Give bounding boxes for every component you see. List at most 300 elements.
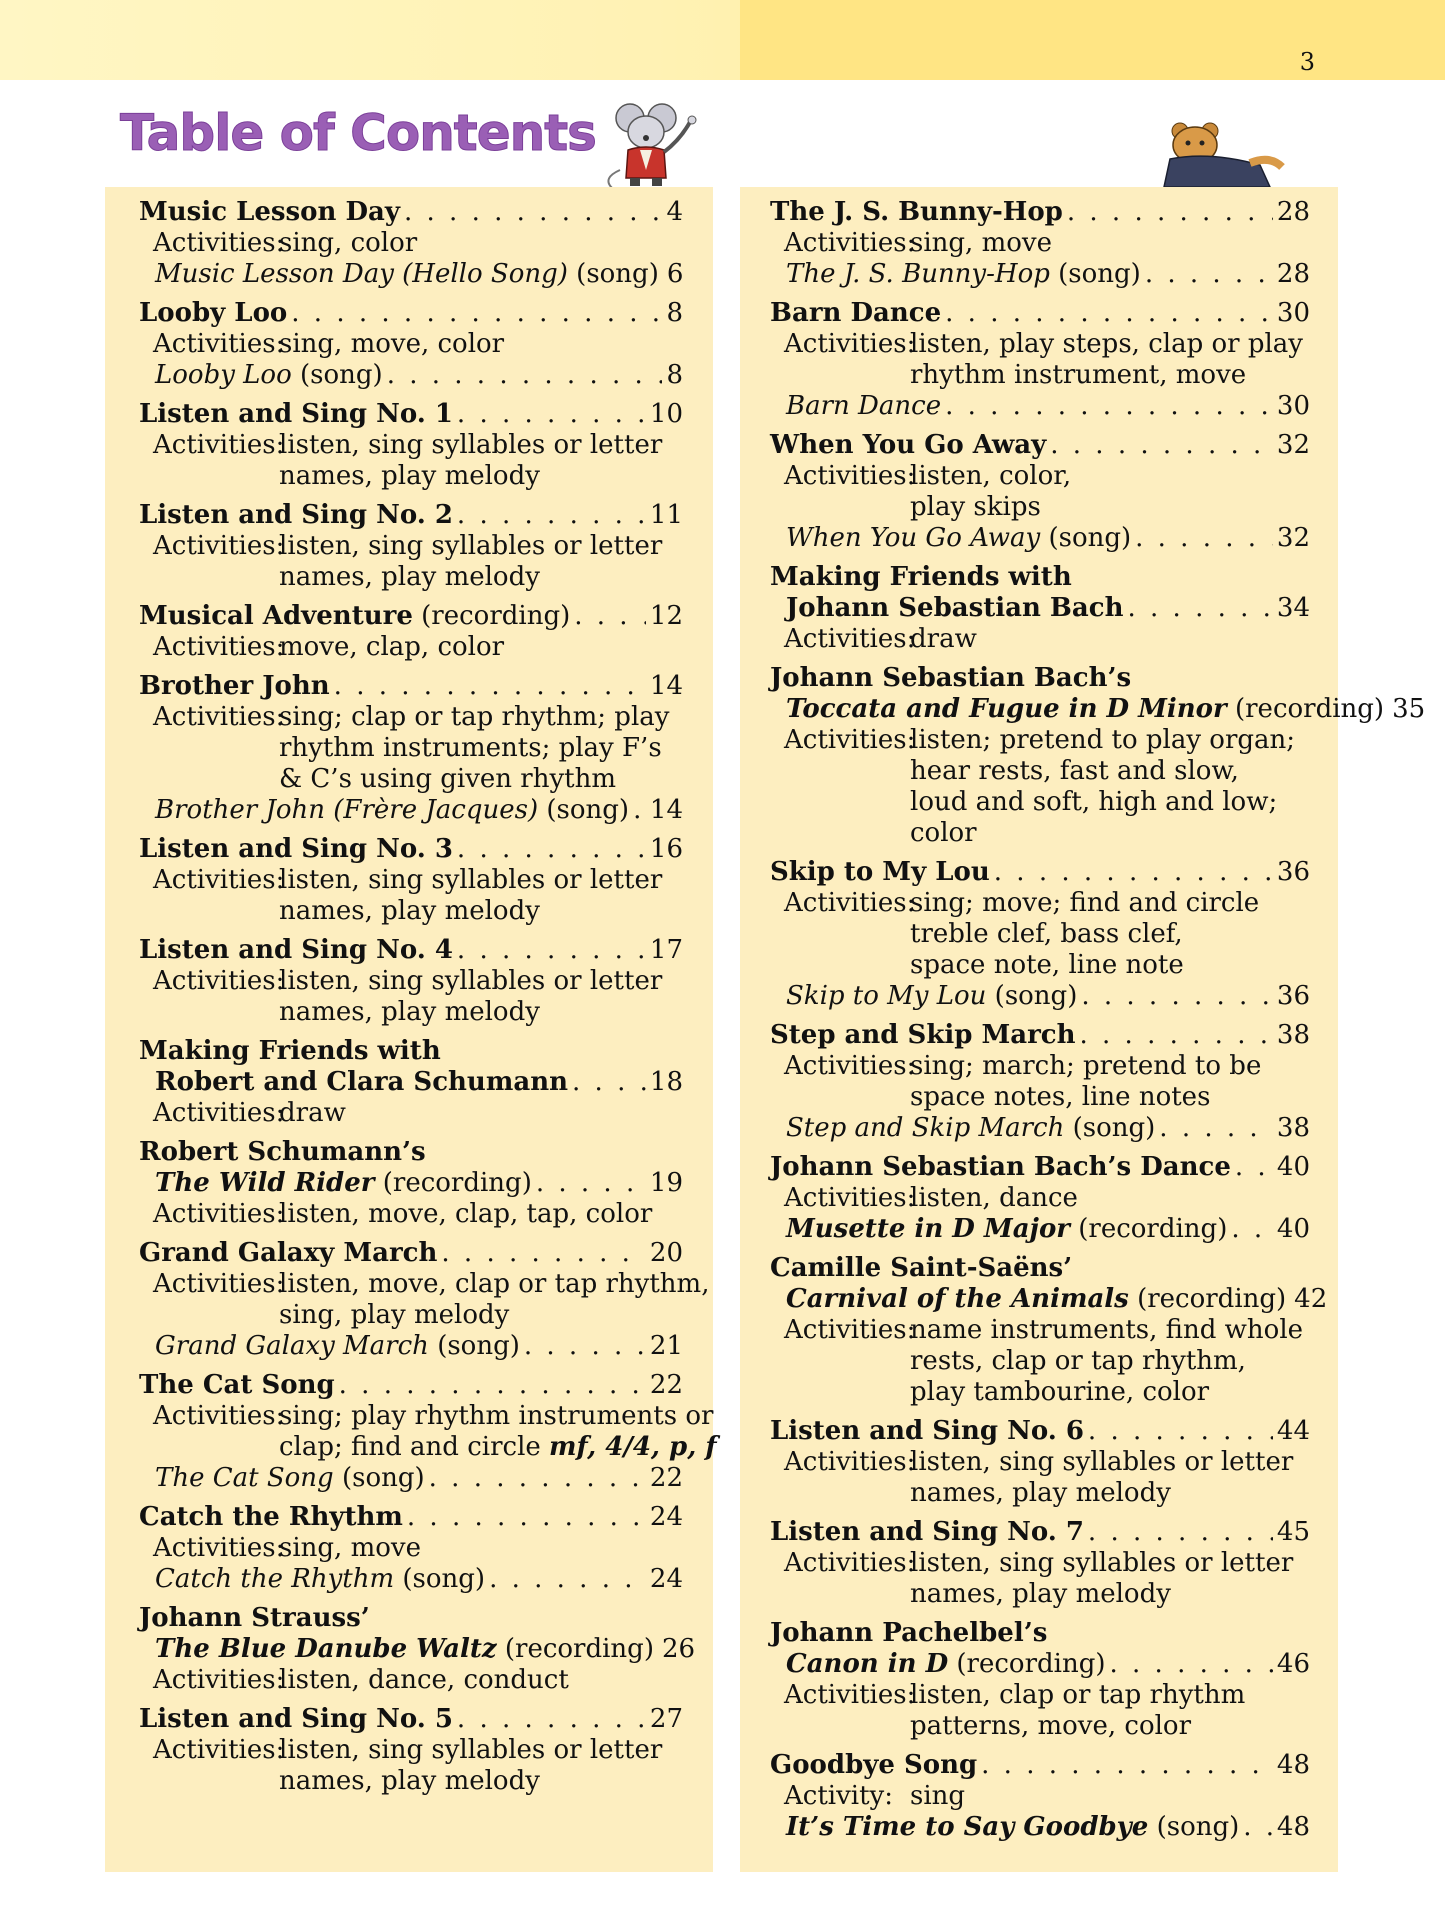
entry-title [770, 298, 941, 329]
entry-text: Grand Galaxy March [155, 1331, 429, 1361]
activity-line: listen, clap or tap rhythm [910, 1680, 1246, 1710]
toc-line [139, 399, 683, 430]
activities-list [279, 966, 683, 1028]
entry-title [770, 1416, 1084, 1447]
activities-label: Activity: [784, 1781, 894, 1811]
entry-title [770, 1152, 1231, 1183]
toc-line [139, 1370, 683, 1401]
activities [770, 1447, 1310, 1509]
entry-note: (song) [994, 981, 1078, 1011]
entry-title [139, 1370, 335, 1401]
activity-line: names, play melody [910, 1579, 1171, 1609]
dot-leader [572, 1067, 646, 1098]
toc-entry [139, 601, 683, 663]
entry-note: (song) [300, 360, 383, 390]
page-ref: 16 [649, 834, 683, 864]
activities [770, 1183, 1310, 1214]
toc-line [139, 795, 683, 826]
dot-leader [1109, 1649, 1272, 1680]
toc-line [139, 298, 683, 329]
entry-text: The J. S. Bunny-Hop [786, 259, 1050, 289]
toc-line [139, 1564, 683, 1595]
activities [139, 1735, 683, 1797]
activities [139, 1269, 710, 1331]
activities [139, 531, 683, 593]
dot-leader [291, 298, 662, 329]
toc-line [770, 593, 1310, 624]
entry-text: Brother John [139, 671, 330, 701]
activities-list [910, 1447, 1310, 1509]
toc-line [770, 694, 1426, 725]
page-ref: 30 [1276, 298, 1310, 328]
entry-text: Brother John (Frère Jacques) [155, 795, 539, 825]
toc-entry [139, 1238, 710, 1362]
dot-leader [457, 500, 646, 531]
entry-title [139, 1238, 437, 1269]
page-ref: 14 [649, 795, 683, 825]
toc-line [770, 1284, 1328, 1315]
activities-list [910, 888, 1310, 981]
activity-line: sing; clap or tap rhythm; play [279, 702, 670, 732]
activity-line: listen, sing syllables or letter [279, 531, 663, 561]
entry-note: (song) [341, 1463, 425, 1493]
entry-title [786, 1812, 1239, 1843]
entry-text: The Cat Song [139, 1370, 335, 1400]
entry-title [139, 1502, 403, 1533]
activities [770, 888, 1310, 981]
entry-title [139, 834, 453, 865]
dot-leader [457, 399, 646, 430]
entry-text: Carnival of the Animals [786, 1284, 1129, 1314]
toc-entry [770, 1416, 1310, 1509]
page-ref: 45 [1276, 1517, 1310, 1547]
entry-title: Johann Pachelbel’s [770, 1618, 1048, 1648]
toc-line [770, 259, 1310, 290]
toc-line [139, 360, 683, 391]
activities-list [910, 228, 1310, 259]
activities [139, 1533, 683, 1564]
dot-leader [407, 1502, 646, 1533]
activity-line: sing; play rhythm instruments or [279, 1401, 714, 1431]
activities [139, 1098, 683, 1129]
entry-text: Grand Galaxy March [139, 1238, 438, 1268]
page-ref: 17 [649, 935, 683, 965]
activity-line: sing, play melody [279, 1300, 510, 1330]
page-ref: 11 [649, 500, 683, 530]
activities-list [279, 1735, 683, 1797]
dot-leader [1135, 523, 1273, 554]
dot-leader [981, 1750, 1273, 1781]
entry-title [786, 1214, 1227, 1245]
dot-leader [574, 601, 646, 632]
toc-line [139, 500, 683, 531]
activities-label: Activities: [153, 1665, 285, 1695]
dot-leader [945, 391, 1273, 422]
toc-left-column [105, 187, 717, 1872]
activity-line: listen, sing syllables or letter [279, 966, 663, 996]
toc-right-column [740, 187, 1426, 1872]
toc-line [139, 1238, 683, 1269]
activities-label: Activities: [153, 1098, 285, 1128]
dot-leader [1159, 1113, 1273, 1144]
activities-label: Activities: [784, 1548, 916, 1578]
toc-entry [770, 1517, 1310, 1610]
activity-line: listen, sing syllables or letter [279, 865, 663, 895]
entry-text: Listen and Sing No. 6 [770, 1416, 1084, 1446]
entry-title: Making Friends with [770, 562, 1072, 592]
entry-title: Making Friends with [139, 1036, 441, 1066]
entry-note: (recording) [382, 1168, 532, 1198]
activity-line: name instruments, find whole [910, 1315, 1304, 1345]
page-ref: 6 [666, 259, 684, 289]
activities-label: Activities: [153, 632, 285, 662]
activities-label: Activities: [153, 228, 285, 258]
toc-entry [770, 562, 1310, 655]
toc-entry [139, 399, 683, 492]
entry-title [139, 1704, 453, 1735]
page-ref: 40 [1276, 1214, 1310, 1244]
entry-title [139, 500, 453, 531]
entry-text: When You Go Away [786, 523, 1041, 553]
entry-text: The Cat Song [155, 1463, 334, 1493]
activities-label: Activities: [784, 1315, 916, 1345]
activities-list [910, 624, 1310, 655]
entry-title [770, 1517, 1084, 1548]
dot-leader [1088, 1517, 1273, 1548]
toc-line [770, 197, 1310, 228]
entry-title [139, 298, 287, 329]
toc-line [139, 1502, 683, 1533]
entry-note: (song) [402, 1564, 486, 1594]
activities-list [910, 1680, 1310, 1742]
entry-text: Looby Loo [139, 298, 288, 328]
activities-list [910, 1315, 1310, 1408]
activities-list [279, 531, 683, 593]
activities-label: Activities: [784, 624, 916, 654]
dot-leader [1080, 1020, 1273, 1051]
entry-note: (recording) [421, 601, 571, 631]
activity-line: listen, dance, conduct [279, 1665, 569, 1695]
page-ref: 36 [1276, 857, 1310, 887]
activity-line: listen, color, [910, 461, 1072, 491]
activity-line: draw [279, 1098, 346, 1128]
entry-title: Robert Schumann’s [139, 1137, 426, 1167]
entry-text: (Hello Song) [402, 259, 568, 289]
activities-list [279, 228, 683, 259]
activity-line: sing; march; pretend to be [910, 1051, 1262, 1081]
toc-entry [139, 935, 683, 1028]
dot-leader [1231, 1214, 1273, 1245]
activities-list [279, 329, 683, 360]
page-ref: 44 [1276, 1416, 1310, 1446]
page-ref: 4 [666, 197, 683, 227]
toc-line [139, 601, 683, 632]
page-ref: 24 [649, 1502, 683, 1532]
toc-line [770, 857, 1310, 888]
entry-text: The J. S. Bunny-Hop [770, 197, 1063, 227]
activities-label: Activities: [784, 888, 916, 918]
entry-title [770, 857, 990, 888]
toc-entry [139, 671, 683, 826]
activity-line: names, play melody [910, 1478, 1171, 1508]
page-ref: 26 [661, 1634, 696, 1664]
activities [770, 1781, 1310, 1812]
activities-list [910, 725, 1310, 849]
entry-text: Listen and Sing No. 5 [139, 1704, 453, 1734]
dot-leader [489, 1564, 646, 1595]
toc-line [770, 298, 1310, 329]
entry-text: Step and Skip March [770, 1020, 1076, 1050]
page-ref: 22 [649, 1370, 683, 1400]
toc-entry [770, 197, 1310, 290]
activities-label: Activities: [784, 1447, 916, 1477]
toc-entry [139, 1137, 683, 1230]
entry-title [155, 1463, 425, 1494]
toc-line [139, 197, 683, 228]
top-band-right [740, 0, 1445, 80]
page-ref: 8 [666, 360, 683, 390]
entry-title [155, 1331, 520, 1362]
activities-label: Activities: [784, 329, 916, 359]
activity-line: & C’s using given rhythm [279, 764, 616, 794]
page-ref: 8 [666, 298, 683, 328]
activities-label: Activities: [784, 1680, 916, 1710]
activities-list [279, 1199, 683, 1230]
page-ref: 46 [1276, 1649, 1310, 1679]
toc-entry [139, 1036, 683, 1129]
toc-line [139, 1331, 683, 1362]
entry-note: (song) [437, 1331, 520, 1361]
entry-text: Musical Adventure [139, 601, 413, 631]
toc-line [139, 671, 683, 702]
entry-title [770, 197, 1063, 228]
entry-title [770, 430, 1046, 461]
activity-line: color [910, 818, 977, 848]
toc-entry [139, 298, 683, 391]
activities [139, 632, 683, 663]
entry-text: Listen and Sing No. 4 [139, 935, 453, 965]
activities-list [279, 1401, 717, 1463]
entry-title: Johann Strauss’ [139, 1603, 370, 1633]
page-ref: 42 [1294, 1284, 1328, 1314]
page-ref: 20 [649, 1238, 683, 1268]
entry-text: The Blue Danube Waltz [155, 1634, 497, 1664]
activities-label: Activities: [784, 1183, 916, 1213]
page-ref: 21 [649, 1331, 683, 1361]
dot-leader [633, 795, 646, 826]
toc-entry [139, 1370, 717, 1494]
toc-line [770, 1517, 1310, 1548]
activity-line: loud and soft, high and low; [910, 787, 1278, 817]
activity-line: sing, move [910, 228, 1052, 258]
activities-list [910, 1051, 1310, 1113]
entry-title: Johann Sebastian Bach’s [770, 663, 1132, 693]
activity-line: patterns, move, color [910, 1711, 1191, 1741]
entry-note: (song) [1058, 259, 1141, 289]
dot-leader [441, 1238, 646, 1269]
page-ref: 12 [649, 601, 683, 631]
page-ref: 28 [1276, 259, 1310, 289]
activity-line: space note, line note [910, 950, 1184, 980]
activities [139, 1401, 717, 1463]
activity-line: listen, sing syllables or letter [910, 1447, 1294, 1477]
entry-note: (song) [1156, 1812, 1240, 1842]
dot-leader [387, 360, 663, 391]
page-ref: 28 [1276, 197, 1310, 227]
entry-title [786, 1284, 1286, 1315]
entry-note: (recording) [956, 1649, 1106, 1679]
dot-leader [1243, 1812, 1273, 1843]
activities [139, 702, 683, 795]
activity-line: play skips [910, 492, 1041, 522]
page-ref: 18 [649, 1067, 683, 1097]
activities [770, 1548, 1310, 1610]
dot-leader [404, 197, 662, 228]
entry-text: Barn Dance [770, 298, 942, 328]
activity-line: hear rests, fast and slow, [910, 756, 1239, 786]
dot-leader [536, 1168, 646, 1199]
dot-leader [524, 1331, 646, 1362]
activities [139, 329, 683, 360]
entry-text: Catch the Rhythm [155, 1564, 395, 1594]
activity-line: listen, move, clap or tap rhythm, [279, 1269, 710, 1299]
entry-title [786, 694, 1384, 725]
activity-line: sing; move; find and circle [910, 888, 1260, 918]
activities-label: Activities: [784, 725, 916, 755]
activities [770, 461, 1310, 523]
entry-text: Barn Dance [786, 391, 942, 421]
toc-entry [139, 500, 683, 593]
activity-line: sing, move [279, 1533, 421, 1563]
toc-line [139, 1704, 683, 1735]
page-ref: 34 [1276, 593, 1310, 623]
activities-label: Activities: [153, 702, 285, 732]
activity-line: rhythm instruments; play F’s [279, 733, 662, 763]
toc-line [770, 1416, 1310, 1447]
entry-title [770, 1020, 1076, 1051]
entry-text: Canon in D [786, 1649, 949, 1679]
dot-leader [1088, 1416, 1273, 1447]
page-number: 3 [1299, 48, 1315, 76]
dot-leader [1235, 1152, 1273, 1183]
entry-note: (recording) [1234, 694, 1385, 724]
activities-list [279, 865, 683, 927]
entry-note: (song) [546, 795, 630, 825]
dot-leader [334, 671, 646, 702]
page-ref: 30 [1276, 391, 1310, 421]
toc-entry [770, 1618, 1310, 1742]
entry-text: When You Go Away [770, 430, 1047, 460]
activity-line: sing [910, 1781, 966, 1811]
toc-entry [770, 298, 1310, 422]
entry-text: Listen and Sing No. 1 [139, 399, 453, 429]
activities [770, 624, 1310, 655]
activities-list [279, 430, 683, 492]
activity-line: space notes, line notes [910, 1082, 1211, 1112]
dot-leader [457, 1704, 646, 1735]
toc-entry [770, 1750, 1310, 1843]
toc-line [139, 259, 683, 290]
page-ref: 32 [1276, 430, 1310, 460]
bear-illustration [1150, 115, 1290, 187]
activity-line: listen, sing syllables or letter [910, 1548, 1294, 1578]
entry-text: Music Lesson Day [155, 259, 394, 289]
activities-list [910, 1548, 1310, 1610]
entry-title [155, 259, 659, 290]
dot-leader [457, 935, 646, 966]
entry-title [786, 1649, 1105, 1680]
toc-line [770, 523, 1310, 554]
toc-line [139, 1463, 683, 1494]
activity-line: names, play melody [279, 896, 540, 926]
activities [139, 865, 683, 927]
entry-text: Listen and Sing No. 2 [139, 500, 453, 530]
activities-list [279, 702, 683, 795]
activity-line: names, play melody [279, 461, 540, 491]
toc-line [770, 1152, 1310, 1183]
activity-line: names, play melody [279, 997, 540, 1027]
activity-line: treble clef, bass clef, [910, 919, 1183, 949]
activities [139, 430, 683, 492]
activity-line: names, play melody [279, 1766, 540, 1796]
entry-title [139, 197, 400, 228]
activity-line: clap; find and circle mf, 4/4, p, f [279, 1432, 717, 1462]
entry-text: Johann Sebastian Bach [786, 593, 1124, 623]
page-ref: 10 [649, 399, 683, 429]
toc-line [139, 1067, 683, 1098]
dot-leader [457, 834, 646, 865]
toc-entry [770, 1253, 1328, 1408]
activities-label: Activities: [153, 966, 285, 996]
entry-title [786, 523, 1131, 554]
toc-entry [139, 1603, 696, 1696]
page-ref: 38 [1276, 1020, 1310, 1050]
entry-note: (song) [576, 259, 659, 289]
page-ref: 36 [1276, 981, 1310, 1011]
entry-text: Toccata and Fugue in D Minor [786, 694, 1227, 724]
activity-line: listen, move, clap, tap, color [279, 1199, 653, 1229]
activities-list [910, 329, 1310, 391]
toc-entry [770, 1020, 1310, 1144]
dot-leader [1067, 197, 1273, 228]
activities-list [279, 632, 683, 663]
entry-note: (recording) [1137, 1284, 1287, 1314]
dot-leader [945, 298, 1273, 329]
entry-text: Music Lesson Day [139, 197, 400, 227]
activities-label: Activities: [784, 1051, 916, 1081]
activity-line: names, play melody [279, 562, 540, 592]
activities-label: Activities: [153, 430, 285, 460]
entry-text: Catch the Rhythm [139, 1502, 403, 1532]
dot-leader [429, 1463, 646, 1494]
dot-leader [1081, 981, 1273, 1012]
dot-leader [1050, 430, 1273, 461]
entry-title [155, 1634, 654, 1665]
activities-label: Activities: [153, 1735, 285, 1765]
toc-entry [139, 1502, 683, 1595]
toc-entry [770, 857, 1310, 1012]
toc-line [770, 981, 1310, 1012]
toc-entry [770, 663, 1426, 849]
page-ref: 27 [649, 1704, 683, 1734]
top-band [0, 0, 1445, 80]
activity-line: rests, clap or tap rhythm, [910, 1346, 1246, 1376]
toc-line [770, 1812, 1310, 1843]
activity-line: rhythm instrument, move [910, 360, 1247, 390]
activity-line: listen, play steps, clap or play [910, 329, 1303, 359]
activities-list [279, 1269, 709, 1331]
toc-line [139, 834, 683, 865]
